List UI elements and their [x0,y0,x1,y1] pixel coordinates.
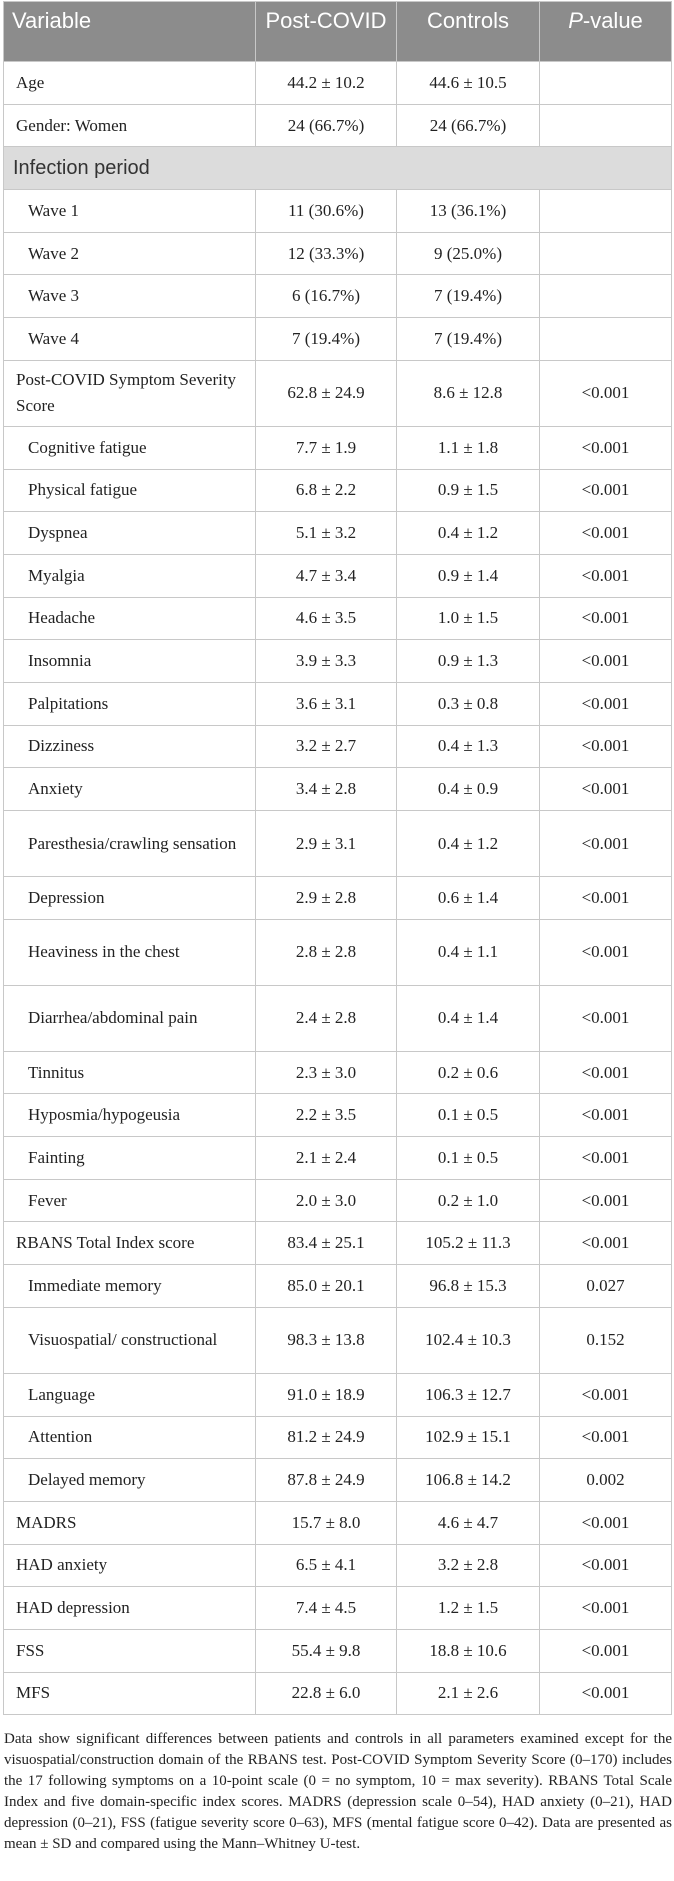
p-value: <0.001 [540,725,672,768]
table-row [4,1373,672,1416]
controls-value: 13 (36.1%) [397,190,540,233]
post-covid-value: 2.4 ± 2.8 [256,985,397,1051]
row-label: Heaviness in the chest [4,919,256,985]
row-label: Age [4,62,256,105]
row-label: Myalgia [4,554,256,597]
p-value: <0.001 [540,1629,672,1672]
post-covid-value: 83.4 ± 25.1 [256,1222,397,1265]
header-p-rest: -value [582,8,643,33]
controls-value: 7 (19.4%) [397,318,540,361]
row-label: Visuospatial/ constructional [4,1307,256,1373]
p-value: <0.001 [540,682,672,725]
row-label: FSS [4,1629,256,1672]
post-covid-value: 5.1 ± 3.2 [256,512,397,555]
row-label: HAD anxiety [4,1544,256,1587]
table-row [4,1629,672,1672]
controls-value: 0.2 ± 0.6 [397,1051,540,1094]
header-p-italic: P [568,8,583,33]
table-row [4,554,672,597]
p-value [540,275,672,318]
post-covid-value: 15.7 ± 8.0 [256,1501,397,1544]
table-row [4,1307,672,1373]
post-covid-value: 22.8 ± 6.0 [256,1672,397,1715]
post-covid-value: 6.8 ± 2.2 [256,469,397,512]
controls-value: 7 (19.4%) [397,275,540,318]
controls-value: 18.8 ± 10.6 [397,1629,540,1672]
table-row [4,1265,672,1308]
post-covid-value: 3.9 ± 3.3 [256,640,397,683]
p-value: <0.001 [540,1672,672,1715]
row-label: Post-COVID Symptom Severity Score [4,360,256,426]
p-value: <0.001 [540,811,672,877]
post-covid-value: 3.4 ± 2.8 [256,768,397,811]
table-row [4,1459,672,1502]
table-row [4,318,672,361]
post-covid-value: 7.4 ± 4.5 [256,1587,397,1630]
controls-value: 0.4 ± 1.4 [397,985,540,1051]
controls-value: 0.4 ± 1.3 [397,725,540,768]
row-label: Gender: Women [4,104,256,147]
post-covid-value: 3.6 ± 3.1 [256,682,397,725]
p-value: <0.001 [540,1137,672,1180]
post-covid-value: 7 (19.4%) [256,318,397,361]
row-label: RBANS Total Index score [4,1222,256,1265]
row-label: Delayed memory [4,1459,256,1502]
row-label: Dyspnea [4,512,256,555]
table-row [4,1416,672,1459]
header-p-value [540,2,672,62]
row-label: MFS [4,1672,256,1715]
controls-value: 0.3 ± 0.8 [397,682,540,725]
post-covid-value: 6.5 ± 4.1 [256,1544,397,1587]
section-label: Infection period [4,147,672,190]
section-row [4,147,672,190]
controls-value: 0.9 ± 1.5 [397,469,540,512]
controls-value: 24 (66.7%) [397,104,540,147]
controls-value: 0.4 ± 1.2 [397,512,540,555]
table-row [4,985,672,1051]
controls-value: 0.2 ± 1.0 [397,1179,540,1222]
table-row [4,469,672,512]
p-value: <0.001 [540,597,672,640]
controls-value: 0.1 ± 0.5 [397,1137,540,1180]
controls-value: 8.6 ± 12.8 [397,360,540,426]
controls-value: 0.9 ± 1.4 [397,554,540,597]
table-row [4,682,672,725]
row-label: Wave 2 [4,232,256,275]
table-row [4,426,672,469]
row-label: Diarrhea/abdominal pain [4,985,256,1051]
table-row [4,725,672,768]
header-controls: Controls [397,2,540,62]
controls-value: 0.1 ± 0.5 [397,1094,540,1137]
controls-value: 1.0 ± 1.5 [397,597,540,640]
table-body [4,62,672,1715]
row-label: Language [4,1373,256,1416]
controls-value: 0.6 ± 1.4 [397,877,540,920]
row-label: Dizziness [4,725,256,768]
post-covid-value: 81.2 ± 24.9 [256,1416,397,1459]
post-covid-value: 87.8 ± 24.9 [256,1459,397,1502]
row-label: Hyposmia/hypogeusia [4,1094,256,1137]
post-covid-value: 4.6 ± 3.5 [256,597,397,640]
controls-value: 0.4 ± 1.1 [397,919,540,985]
p-value: <0.001 [540,360,672,426]
table-row [4,1051,672,1094]
table-row [4,640,672,683]
row-label: Fainting [4,1137,256,1180]
row-label: Anxiety [4,768,256,811]
row-label: Headache [4,597,256,640]
p-value: <0.001 [540,512,672,555]
post-covid-value: 44.2 ± 10.2 [256,62,397,105]
row-label: Wave 1 [4,190,256,233]
p-value [540,318,672,361]
p-value [540,104,672,147]
controls-value: 102.4 ± 10.3 [397,1307,540,1373]
header-post-covid: Post-COVID [256,2,397,62]
p-value: <0.001 [540,919,672,985]
table-row [4,1501,672,1544]
p-value: <0.001 [540,469,672,512]
post-covid-value: 2.8 ± 2.8 [256,919,397,985]
table-row [4,811,672,877]
row-label: Physical fatigue [4,469,256,512]
table-row [4,597,672,640]
table-footnote: Data show significant differences between patients and controls in all parameters examined except for the visuospatial/construction domain of the RBANS test. Post-COVID Symptom Severity Score (0–170) includes the 17 following symptoms on a 10-point scale (0 = no symptom, 10 = max severity). RBANS Total Scale Index and five domain-specific index scores. MADRS (depression scale 0–54), HAD anxiety (0–21), HAD depression (0–21), FSS (fatigue severity score 0–63), MFS (mental fatigue score 0–42). Data are presented as mean ± SD and compared using the Mann–Whitney U-test. [4,1731,672,1853]
post-covid-value: 12 (33.3%) [256,232,397,275]
post-covid-value: 2.0 ± 3.0 [256,1179,397,1222]
table-row [4,919,672,985]
table-row [4,1179,672,1222]
table-row [4,768,672,811]
p-value: <0.001 [540,1587,672,1630]
p-value [540,62,672,105]
p-value: <0.001 [540,640,672,683]
controls-value: 1.1 ± 1.8 [397,426,540,469]
row-label: Palpitations [4,682,256,725]
results-table [3,1,672,1715]
p-value: <0.001 [540,1416,672,1459]
row-label: Tinnitus [4,1051,256,1094]
p-value: <0.001 [540,1222,672,1265]
header-row [4,2,672,62]
p-value: <0.001 [540,1179,672,1222]
controls-value: 105.2 ± 11.3 [397,1222,540,1265]
post-covid-value: 98.3 ± 13.8 [256,1307,397,1373]
p-value: <0.001 [540,554,672,597]
post-covid-value: 2.9 ± 2.8 [256,877,397,920]
post-covid-value: 2.9 ± 3.1 [256,811,397,877]
table-row [4,1137,672,1180]
post-covid-value: 3.2 ± 2.7 [256,725,397,768]
controls-value: 3.2 ± 2.8 [397,1544,540,1587]
controls-value: 44.6 ± 10.5 [397,62,540,105]
post-covid-value: 7.7 ± 1.9 [256,426,397,469]
p-value: <0.001 [540,1544,672,1587]
p-value: 0.152 [540,1307,672,1373]
row-label: Attention [4,1416,256,1459]
table-row [4,1094,672,1137]
row-label: Wave 3 [4,275,256,318]
controls-value: 0.4 ± 1.2 [397,811,540,877]
p-value [540,190,672,233]
row-label: Wave 4 [4,318,256,361]
post-covid-value: 4.7 ± 3.4 [256,554,397,597]
row-label: MADRS [4,1501,256,1544]
p-value: <0.001 [540,1373,672,1416]
row-label: HAD depression [4,1587,256,1630]
post-covid-value: 62.8 ± 24.9 [256,360,397,426]
row-label: Cognitive fatigue [4,426,256,469]
row-label: Immediate memory [4,1265,256,1308]
table-row [4,1672,672,1715]
controls-value: 9 (25.0%) [397,232,540,275]
p-value: 0.027 [540,1265,672,1308]
table-row [4,104,672,147]
controls-value: 106.8 ± 14.2 [397,1459,540,1502]
post-covid-value: 2.1 ± 2.4 [256,1137,397,1180]
post-covid-value: 6 (16.7%) [256,275,397,318]
post-covid-value: 85.0 ± 20.1 [256,1265,397,1308]
post-covid-value: 24 (66.7%) [256,104,397,147]
controls-value: 4.6 ± 4.7 [397,1501,540,1544]
post-covid-value: 91.0 ± 18.9 [256,1373,397,1416]
row-label: Insomnia [4,640,256,683]
p-value: <0.001 [540,985,672,1051]
controls-value: 0.4 ± 0.9 [397,768,540,811]
table-row [4,275,672,318]
table-row [4,512,672,555]
controls-value: 96.8 ± 15.3 [397,1265,540,1308]
row-label: Fever [4,1179,256,1222]
table-row [4,1587,672,1630]
row-label: Paresthesia/crawling sensation [4,811,256,877]
table-row [4,62,672,105]
controls-value: 0.9 ± 1.3 [397,640,540,683]
post-covid-value: 55.4 ± 9.8 [256,1629,397,1672]
p-value: <0.001 [540,877,672,920]
p-value [540,232,672,275]
table-row [4,360,672,426]
table-row [4,877,672,920]
p-value: <0.001 [540,1051,672,1094]
controls-value: 2.1 ± 2.6 [397,1672,540,1715]
p-value: <0.001 [540,768,672,811]
table-row [4,232,672,275]
table-row [4,1544,672,1587]
header-variable: Variable [4,2,256,62]
post-covid-value: 2.3 ± 3.0 [256,1051,397,1094]
controls-value: 102.9 ± 15.1 [397,1416,540,1459]
p-value: 0.002 [540,1459,672,1502]
post-covid-value: 2.2 ± 3.5 [256,1094,397,1137]
controls-value: 1.2 ± 1.5 [397,1587,540,1630]
table-row [4,190,672,233]
row-label: Depression [4,877,256,920]
controls-value: 106.3 ± 12.7 [397,1373,540,1416]
post-covid-value: 11 (30.6%) [256,190,397,233]
p-value: <0.001 [540,1501,672,1544]
table-row [4,1222,672,1265]
p-value: <0.001 [540,1094,672,1137]
p-value: <0.001 [540,426,672,469]
